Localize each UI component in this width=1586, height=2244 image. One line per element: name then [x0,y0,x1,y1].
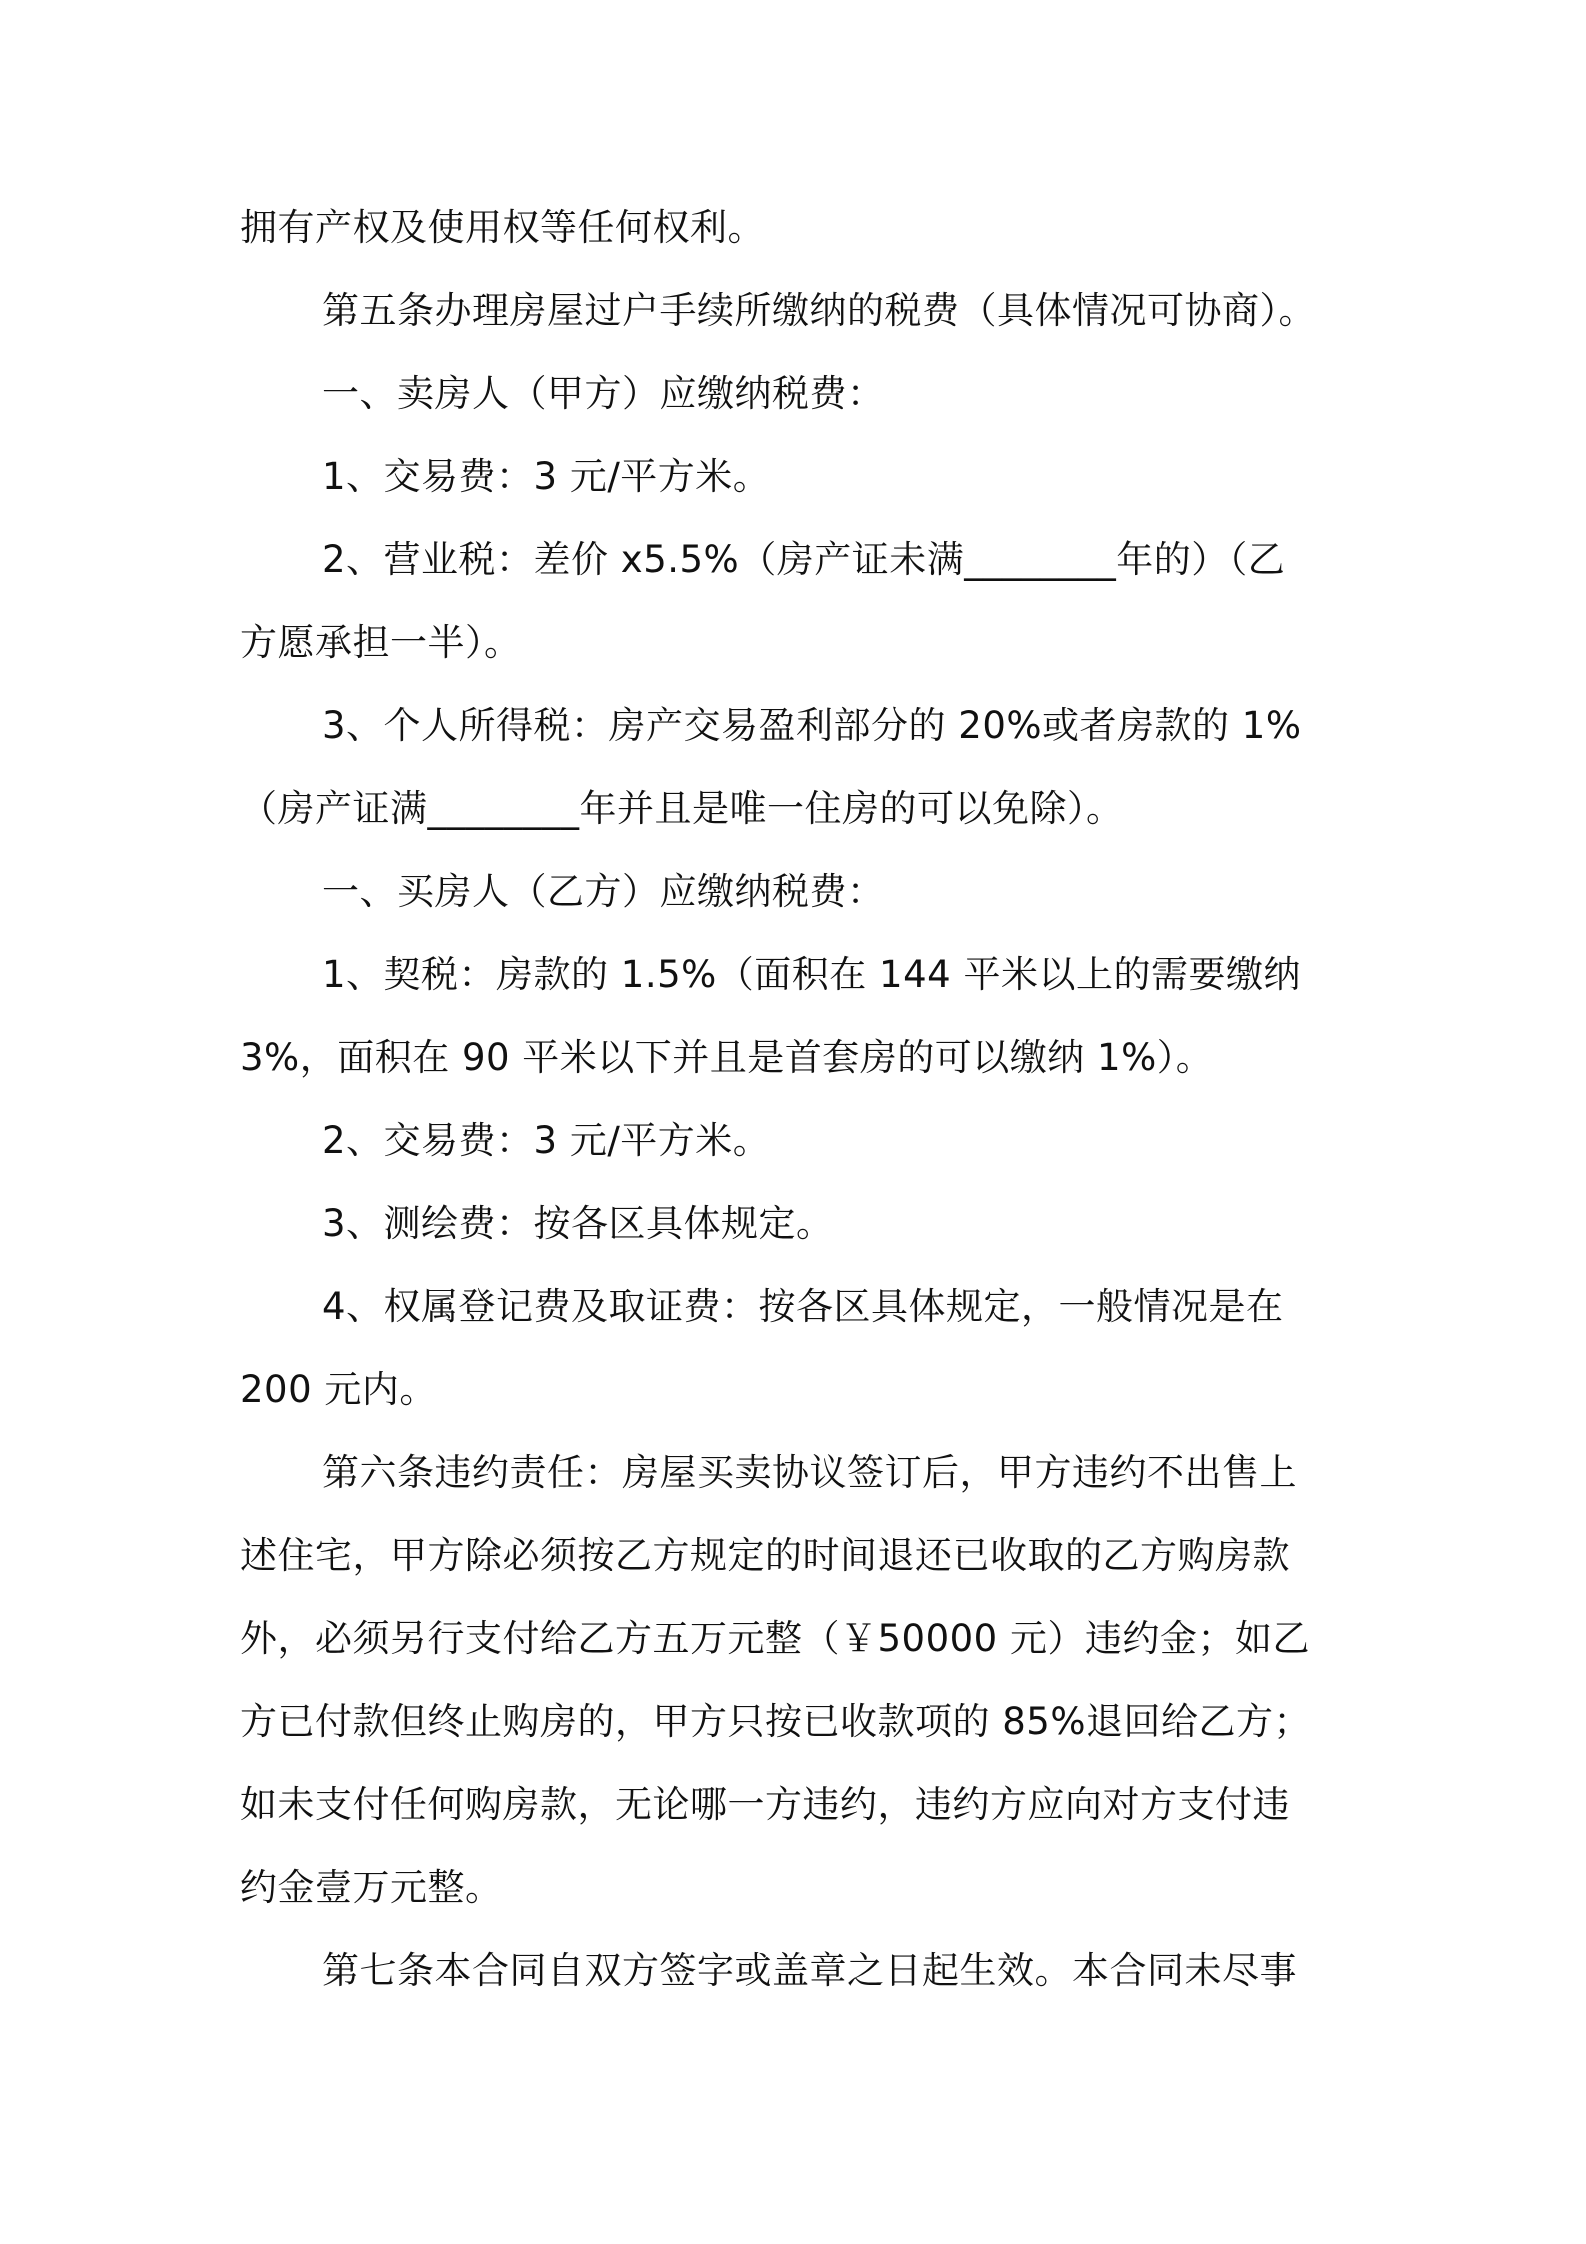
text-line: 约金壹万元整。 [240,1866,503,1909]
text-line: 方已付款但终止购房的，甲方只按已收款项的 85%退回给乙方； [240,1700,1311,1743]
text-line: 2、营业税：差价 x5.5%（房产证未满________年的）（乙 [322,538,1286,581]
text-line: 一、卖房人（甲方）应缴纳税费： [322,372,885,415]
text-line: 200 元内。 [240,1368,437,1411]
text-line: 如未支付任何购房款，无论哪一方违约，违约方应向对方支付违 [240,1783,1290,1826]
text-line: 4、权属登记费及取证费：按各区具体规定，一般情况是在 [322,1285,1284,1328]
text-line: 第六条违约责任：房屋买卖协议签订后，甲方违约不出售上 [322,1451,1297,1494]
text-line: 2、交易费：3 元/平方米。 [322,1119,771,1162]
text-line: 述住宅，甲方除必须按乙方规定的时间退还已收取的乙方购房款 [240,1534,1290,1577]
text-line: 1、契税：房款的 1.5%（面积在 144 平米以上的需要缴纳 [322,953,1301,996]
text-line: 第七条本合同自双方签字或盖章之日起生效。本合同未尽事 [322,1949,1297,1992]
text-line: 第五条办理房屋过户手续所缴纳的税费（具体情况可协商）。 [322,289,1316,332]
text-line: 一、买房人（乙方）应缴纳税费： [322,870,885,913]
text-line: 方愿承担一半）。 [240,621,522,664]
text-line: （房产证满________年并且是唯一住房的可以免除）。 [240,787,1124,830]
text-line: 3%，面积在 90 平米以下并且是首套房的可以缴纳 1%）。 [240,1036,1214,1079]
text-line: 拥有产权及使用权等任何权利。 [240,206,765,249]
text-line: 外，必须另行支付给乙方五万元整（￥50000 元）违约金；如乙 [240,1617,1310,1660]
text-line: 3、个人所得税：房产交易盈利部分的 20%或者房款的 1% [322,704,1302,747]
text-line: 3、测绘费：按各区具体规定。 [322,1202,834,1245]
text-line: 1、交易费：3 元/平方米。 [322,455,771,498]
